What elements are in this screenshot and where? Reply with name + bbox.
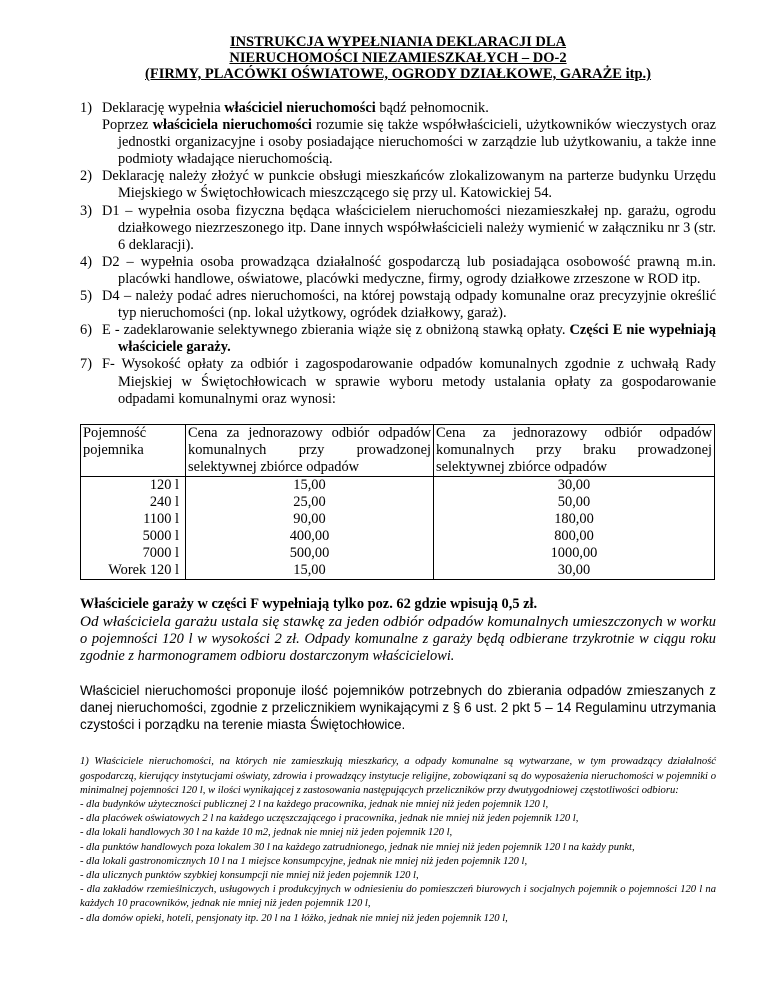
- selective-price-cell: 15,00: [293, 561, 326, 578]
- item-text: bądź pełnomocnik.: [375, 100, 489, 116]
- item-text: D4 – należy podać adres nieruchomości, na której powstają odpady komunalne oraz precyzyjnie określić typ nieruchomości (np. lokal użytkowy, ogródek działkowy, garaż).: [102, 288, 716, 322]
- item-number: 2): [80, 168, 92, 185]
- garage-italic-text: w worku o pojemności 120 l w wysokości 2 zł. Odpady komunalne z garaży będą odbierane trzykrotnie w ciągu roku zgodnie z harmonogramem odbioru dostarczonym właścicielowi.: [80, 613, 716, 665]
- item-text: D2 – wypełnia osoba prowadząca działalność gospodarczą lub posiadająca osobowość prawną m.in. placówki handlowe, oświatowe, placówki medyczne, firmy, ogrody działkowe zrzeszone w ROD itp.: [102, 253, 716, 287]
- capacity-cell: 120 l: [149, 476, 179, 493]
- selective-price-cell: 15,00: [293, 476, 326, 493]
- footnote-intro: 1) Właściciele nieruchomości, na których nie zamieszkują mieszkańcy, a odpady komunalne są wytwarzane, w tym prowadzący działalność gospodarczą, kierujący instytucjami oświaty, zdrowia i prowadzący instytucje religijne, zobowiązani są do wyposażenia nieruchomości w pojemniki o minimalnej pojemności 120 l, w ilości wynikającej z zastosowania następujących przeliczników przy dwutygodniowej częstotliwości odbioru:: [80, 756, 716, 796]
- footnote-line: - dla zakładów rzemieślniczych, usługowych i produkcyjnych w odniesieniu do pomieszczeń biurowych i socjalnych pojemnik o pojemności 120 l na każdych 10 pracowników, jednak nie mniej niż jeden pojemnik 120 l,: [80, 884, 716, 910]
- instruction-item-5: [80, 288, 716, 322]
- non-selective-price-cell: 800,00: [554, 527, 594, 544]
- item-number: 5): [80, 288, 92, 305]
- item-text: Deklarację wypełnia: [102, 100, 225, 116]
- item-text: rozumie się także współwłaścicieli, użytkowników wieczystych oraz jednostki organizacyjne i osoby posiadające nieruchomości w zarządzie lub użytkowaniu, a także inne podmioty władające nieruchomością.: [118, 117, 716, 168]
- instruction-list: [80, 100, 716, 408]
- item-number: 1): [80, 100, 92, 116]
- footnote-line: - dla domów opieki, hoteli, pensjonaty itp. 20 l na 1 łóżko, jednak nie mniej niż jeden pojemnik 120 l,: [80, 912, 508, 924]
- capacity-cell: 1100 l: [143, 510, 179, 527]
- item-text: Poprzez: [102, 117, 153, 134]
- capacity-cell: 7000 l: [142, 544, 179, 561]
- instruction-item-4: [80, 254, 716, 288]
- non-selective-price-cell: 1000,00: [550, 544, 598, 561]
- item-bold-text: właściciel nieruchomości: [224, 100, 376, 116]
- instruction-item-1: [80, 100, 716, 168]
- item-text: D1 – wypełnia osoba fizyczna będąca właścicielem nieruchomości niezamieszkałej np. garażu, ogrodu działkowego niezrzeszonego itp. Dane innych współwłaścicieli należy wymienić w załączniku nr 3 (str. 6 deklaracji).: [102, 202, 716, 253]
- footnote-line: - dla budynków użyteczności publicznej 2 l na każdego pracownika, jednak nie mniej niż jeden pojemnik 120 l,: [80, 798, 549, 810]
- selective-price-cell: 500,00: [289, 544, 330, 561]
- footnote-line: - dla placówek oświatowych 2 l na każdego uczęszczającego i pracownika, jednak nie mniej niż jeden pojemnik 120 l,: [80, 813, 579, 825]
- instruction-item-2: [80, 168, 716, 202]
- title-line-1: INSTRUKCJA WYPEŁNIANIA DEKLARACJI DLA: [229, 34, 567, 50]
- fee-table-header-row: [81, 424, 715, 476]
- capacity-column: [81, 476, 186, 579]
- garage-italic-paragraph: [80, 613, 716, 666]
- selective-column: [186, 476, 434, 579]
- non-selective-price-cell: 180,00: [554, 510, 594, 527]
- footnote-line: - dla ulicznych punktów szybkiej konsumpcji nie mniej niż jeden pojemnik 120 l,: [80, 869, 419, 881]
- capacity-cell: 240 l: [149, 493, 179, 510]
- selective-price-cell: 90,00: [293, 510, 326, 527]
- fee-table-values-row: [81, 476, 715, 579]
- non-selective-price-cell: 50,00: [557, 493, 591, 510]
- item-number: 6): [80, 322, 92, 339]
- document-title: [80, 34, 716, 82]
- item-text: E - zadeklarowanie selektywnego zbierania wiąże się z obniżoną stawką opłaty.: [102, 322, 570, 339]
- header-capacity: Pojemność pojemnika: [81, 424, 186, 476]
- non-selective-price-cell: 30,00: [557, 561, 591, 578]
- garage-italic-text: Od właściciela garażu ustala się stawkę za jeden odbiór odpadów komunalnych umieszczonych: [80, 612, 663, 630]
- item-number: 7): [80, 356, 92, 373]
- fee-table: [80, 424, 715, 580]
- footnote-line: - dla lokali handlowych 30 l na każde 10 m2, jednak nie mniej niż jeden pojemnik 120 l,: [80, 827, 453, 839]
- selective-price-cell: 400,00: [289, 527, 330, 544]
- title-line-2: NIERUCHOMOŚCI NIEZAMIESZKAŁYCH – DO-2: [229, 50, 567, 66]
- owner-paragraph: Właściciel nieruchomości proponuje ilość pojemników potrzebnych do zbierania odpadów zmieszanych z danej nieruchomości, zgodnie z przelicznikiem wynikającymi z § 6 ust. 2 pkt 5 – 14 Regulaminu utrzymania czystości i porządku na terenie miasta Świętochłowice.: [80, 683, 716, 733]
- item-text: F- Wysokość opłaty za odbiór i zagospodarowanie odpadów komunalnych zgodnie z uchwałą Rady Miejskiej w Świętochłowicach w sprawie wyboru metody ustalania opłaty za gospodarowanie odpadami komunalnymi oraz wynosi:: [102, 356, 716, 407]
- item-text: Deklarację należy złożyć w punkcie obsługi mieszkańców zlokalizowanym na parterze budynku Urzędu Miejskiego w Świętochłowicach mieszczącego się przy ul. Katowickiej 54.: [102, 168, 716, 202]
- header-non-selective: Cena za jednorazowy odbiór odpadów komunalnych przy braku prowadzonej selektywnej zbiórce odpadów: [434, 424, 715, 476]
- capacity-cell: 5000 l: [142, 527, 179, 544]
- item-bold-text: właściciela nieruchomości: [152, 117, 312, 134]
- selective-price-cell: 25,00: [293, 493, 326, 510]
- item-number: 3): [80, 202, 92, 219]
- garage-note: Właściciele garaży w części F wypełniają tylko poz. 62 gdzie wpisują 0,5 zł.: [80, 595, 538, 612]
- title-line-3: (FIRMY, PLACÓWKI OŚWIATOWE, OGRODY DZIAŁKOWE, GARAŻE itp.): [145, 66, 651, 82]
- instruction-item-3: [80, 203, 716, 254]
- item-bold-text: Części E nie wypełniają właściciele garaży.: [118, 322, 716, 356]
- footnote-line: - dla punktów handlowych poza lokalem 30 l na każdego zatrudnionego, jednak nie mniej niż jeden pojemnik 120 l na każdy punkt,: [80, 841, 635, 853]
- footnote-line: - dla lokali gastronomicznych 10 l na 1 miejsce konsumpcyjne, jednak nie mniej niż jeden pojemnik 120 l,: [80, 855, 528, 867]
- instruction-item-6: [80, 322, 716, 356]
- header-selective: Cena za jednorazowy odbiór odpadów komunalnych przy prowadzonej selektywnej zbiórce odpadów: [186, 424, 434, 476]
- item-number: 4): [80, 253, 92, 270]
- instruction-item-7: [80, 356, 716, 407]
- footnote: [80, 755, 716, 925]
- non-selective-column: [434, 476, 715, 579]
- non-selective-price-cell: 30,00: [557, 476, 591, 493]
- capacity-cell: Worek 120 l: [108, 561, 179, 578]
